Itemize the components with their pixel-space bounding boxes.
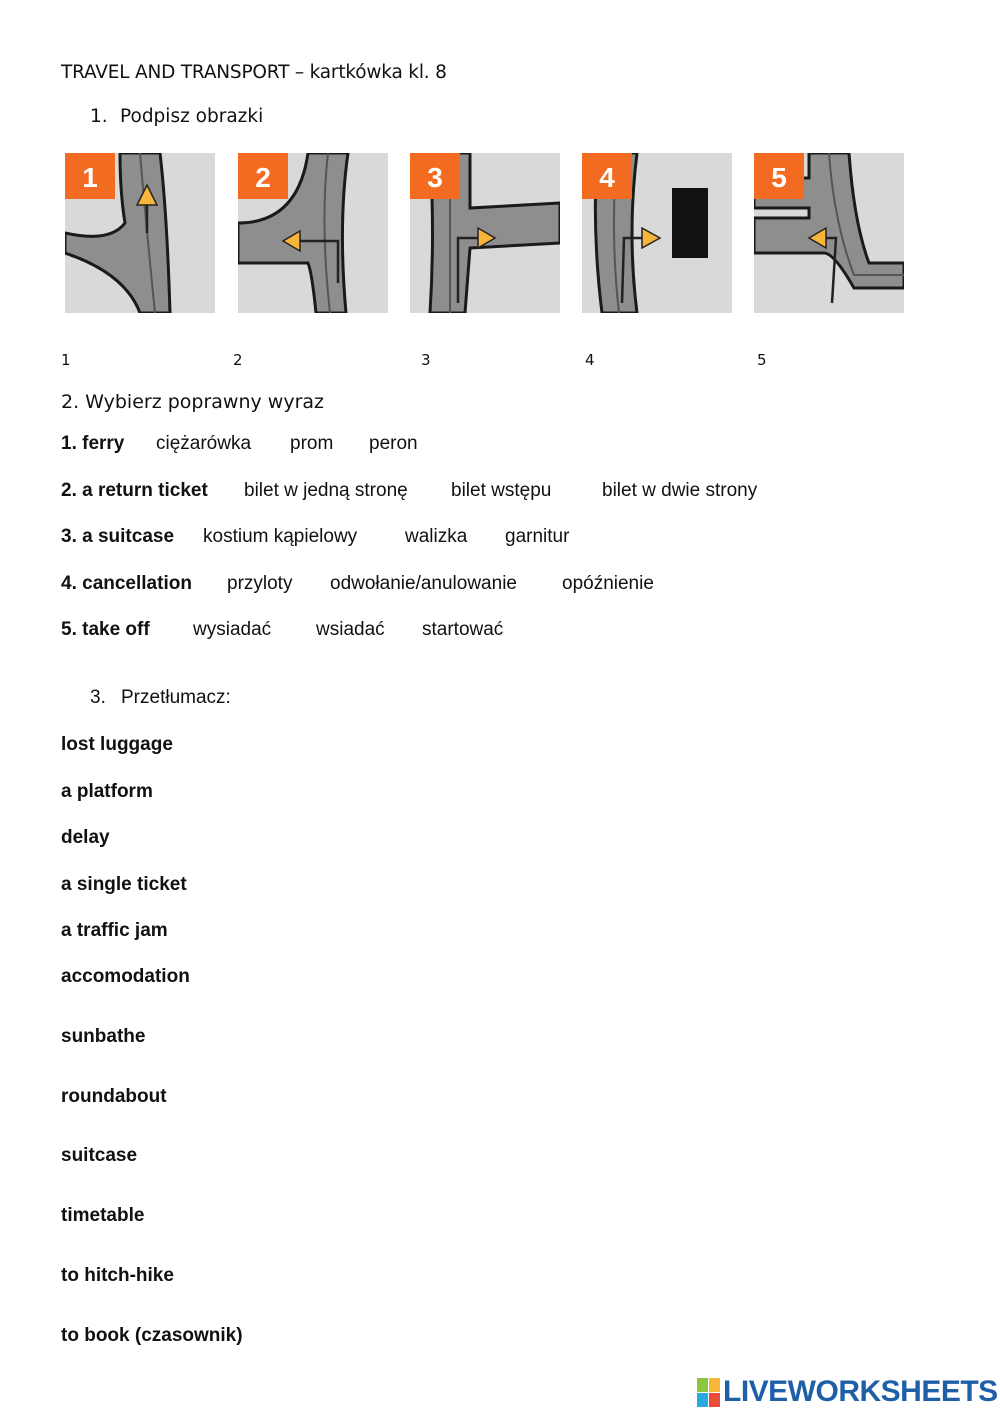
option[interactable]: garnitur	[505, 526, 570, 547]
question-row: 2. a return ticket	[61, 480, 208, 501]
option[interactable]: prom	[290, 433, 334, 454]
option[interactable]: bilet w dwie strony	[602, 480, 758, 501]
svg-text:3: 3	[427, 162, 443, 193]
translate-term: suitcase	[61, 1145, 138, 1166]
option[interactable]: walizka	[405, 526, 468, 547]
question-row: 5. take off	[61, 619, 150, 640]
answer-label-2: 2	[233, 351, 243, 369]
svg-text:2: 2	[255, 162, 271, 193]
question-row: 1. ferry	[61, 433, 125, 454]
translate-term: delay	[61, 827, 110, 848]
option[interactable]: przyloty	[227, 573, 293, 594]
translate-term: a platform	[61, 781, 153, 802]
translate-term: to hitch-hike	[61, 1265, 174, 1286]
svg-text:5: 5	[771, 162, 787, 193]
option[interactable]: wysiadać	[193, 619, 272, 640]
page-title: TRAVEL AND TRANSPORT – kartkówka kl. 8	[61, 62, 447, 83]
section-2-heading: 2. Wybierz poprawny wyraz	[61, 391, 324, 413]
svg-text:4: 4	[599, 162, 615, 193]
option[interactable]: wsiadać	[316, 619, 385, 640]
translate-term: sunbathe	[61, 1026, 146, 1047]
option[interactable]: bilet w jedną stronę	[244, 480, 408, 501]
translate-term: timetable	[61, 1205, 145, 1226]
translate-term: accomodation	[61, 966, 190, 987]
road-picture-5	[754, 153, 904, 313]
answer-label-3: 3	[421, 351, 431, 369]
translate-term: lost luggage	[61, 734, 173, 755]
option[interactable]: odwołanie/anulowanie	[330, 573, 517, 594]
answer-label-5: 5	[757, 351, 767, 369]
road-picture-2	[238, 153, 388, 313]
option[interactable]: opóźnienie	[562, 573, 654, 594]
liveworksheets-brand: LIVEWORKSHEETS	[723, 1375, 998, 1408]
svg-text:1: 1	[82, 162, 98, 193]
option[interactable]: kostium kąpielowy	[203, 526, 358, 547]
road-picture-1	[65, 153, 215, 313]
question-row: 3. a suitcase	[61, 526, 175, 547]
section-1-heading: 1. Podpisz obrazki	[90, 106, 264, 127]
liveworksheets-logo-icon	[697, 1378, 721, 1408]
translate-term: to book (czasownik)	[61, 1325, 243, 1346]
road-picture-4	[582, 153, 732, 313]
section-3-heading: 3. Przetłumacz:	[90, 687, 231, 708]
answer-label-1: 1	[61, 351, 71, 369]
option[interactable]: bilet wstępu	[451, 480, 552, 501]
translate-term: a single ticket	[61, 874, 187, 895]
translate-term: a traffic jam	[61, 920, 168, 941]
question-row: 4. cancellation	[61, 573, 192, 594]
answer-label-4: 4	[585, 351, 595, 369]
option[interactable]: ciężarówka	[156, 433, 252, 454]
option[interactable]: peron	[369, 433, 418, 454]
translate-term: roundabout	[61, 1086, 167, 1107]
option[interactable]: startować	[422, 619, 504, 640]
road-picture-3	[410, 153, 560, 313]
